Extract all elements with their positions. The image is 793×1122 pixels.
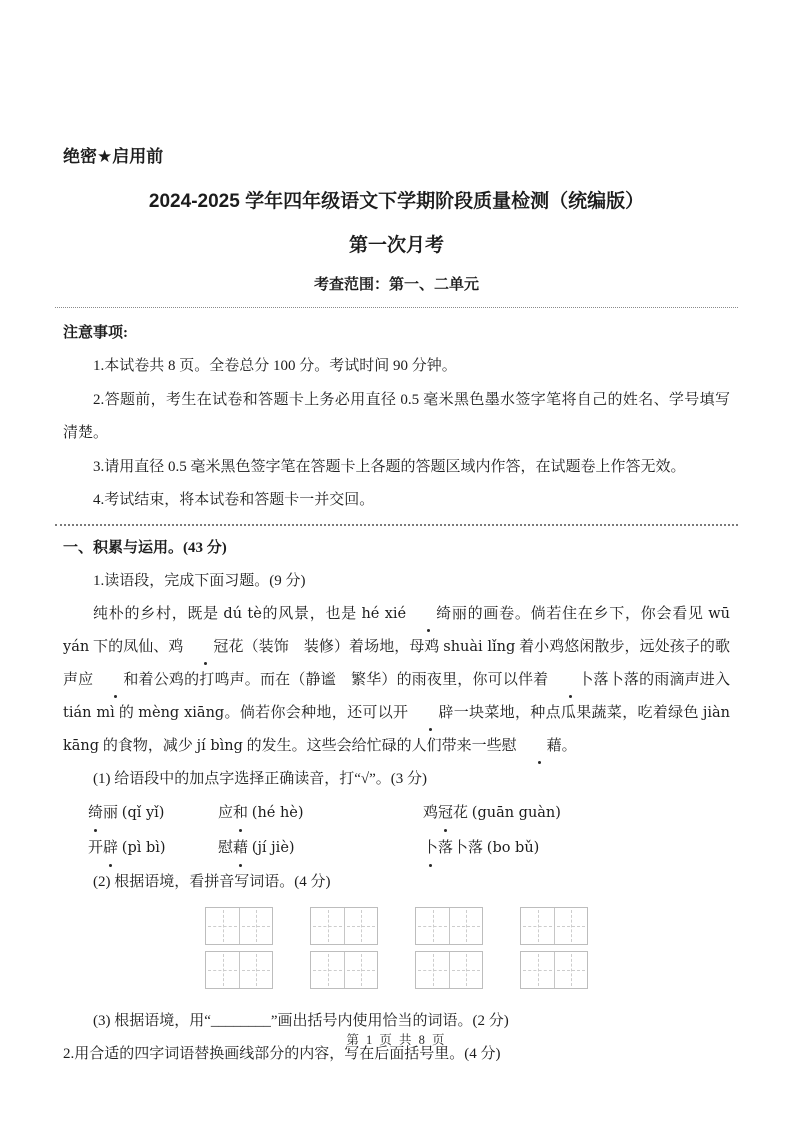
writing-grid-cell <box>344 952 377 988</box>
reading-passage: 纯朴的乡村，既是 dú tè的风景，也是 hé xié 绮丽的画卷。倘若住在乡下，你会看见 wū yán 下的凤仙、鸡 冠花（装饰 装修）着场地，母鸡 shuài lǐng 着小鸡悠闲散步，远处孩子的歌声应 和着公鸡的打鸣声。而在（静谧 繁华）的雨夜里，你可以伴着 卜落卜落的雨滴声进入 tián mì 的 mèng xiāng。倘若你会种地，还可以开 辟一块菜地，种点瓜果蔬菜，吃着绿色 jiàn kāng 的食物，减少 jí bìng 的发生。这些会给忙碌的人们带来一些慰 藉。 <box>63 598 730 763</box>
pronunciation-row-2 <box>88 831 730 866</box>
writing-grid-box <box>415 907 483 945</box>
writing-grid-cell <box>449 908 482 944</box>
writing-grid-cell <box>344 908 377 944</box>
pronunciation-option-boluo: 卜落卜落 (bo bǔ) <box>423 831 730 866</box>
writing-grid-cell <box>206 908 239 944</box>
writing-grid-cell <box>416 908 449 944</box>
dotted-separator-bottom <box>55 524 738 526</box>
notice-heading: 注意事项: <box>63 325 128 341</box>
writing-grid-cell <box>311 952 344 988</box>
pronunciation-option-yinghe: 应和 (hé hè) <box>218 796 423 831</box>
pronunciation-option-kaipi: 开辟 (pì bì) <box>88 831 218 866</box>
writing-grid-box <box>205 907 273 945</box>
question-1-3-stem: (3) 根据语境，用“________”画出括号内使用恰当的词语。(2 分) <box>93 1012 509 1029</box>
writing-grid-box <box>520 951 588 989</box>
pronunciation-option-qili: 绮丽 (qǐ yǐ) <box>88 796 218 831</box>
exam-subtitle: 第一次月考 <box>348 235 444 256</box>
writing-grid-row <box>63 907 730 945</box>
section-1-heading: 一、积累与运用。(43 分) <box>63 539 227 556</box>
writing-grid-cell <box>239 952 272 988</box>
pinyin-writing-grid <box>63 907 730 989</box>
writing-grid-box <box>310 951 378 989</box>
pronunciation-option-jiguanhua: 鸡冠花 (guān guàn) <box>423 796 730 831</box>
classification-label: 绝密★启用前 <box>63 147 164 166</box>
notice-item-2: 2.答题前，考生在试卷和答题卡上务必用直径 0.5 毫米黑色墨水签字笔将自己的姓名、学号填写清楚。 <box>63 391 730 441</box>
writing-grid-row <box>63 951 730 989</box>
writing-grid-cell <box>239 908 272 944</box>
writing-grid-cell <box>521 952 554 988</box>
page-footer: 第 1 页 共 8 页 <box>346 1033 447 1047</box>
notice-item-1: 1.本试卷共 8 页。全卷总分 100 分。考试时间 90 分钟。 <box>93 358 457 374</box>
pronunciation-options <box>63 796 730 866</box>
writing-grid-cell <box>206 952 239 988</box>
dotted-separator-top <box>55 307 738 308</box>
writing-grid-box <box>205 951 273 989</box>
writing-grid-box <box>415 951 483 989</box>
pronunciation-row-1 <box>88 796 730 831</box>
writing-grid-cell <box>554 952 587 988</box>
writing-grid-cell <box>449 952 482 988</box>
question-2-stem: 2.用合适的四字词语替换画线部分的内容，写在后面括号里。(4 分) <box>63 1045 501 1062</box>
writing-grid-box <box>520 907 588 945</box>
notice-item-4: 4.考试结束，将本试卷和答题卡一并交回。 <box>93 492 375 508</box>
question-1-stem: 1.读语段，完成下面习题。(9 分) <box>93 572 306 589</box>
notice-item-3: 3.请用直径 0.5 毫米黑色签字笔在答题卡上各题的答题区域内作答，在试题卷上作答无效。 <box>93 458 686 475</box>
writing-grid-box <box>310 907 378 945</box>
question-1-2-stem: (2) 根据语境，看拼音写词语。(4 分) <box>93 873 331 890</box>
writing-grid-cell <box>554 908 587 944</box>
exam-scope: 考查范围：第一、二单元 <box>313 277 479 293</box>
question-1-1-stem: (1) 给语段中的加点字选择正确读音，打“√”。(3 分) <box>93 770 428 787</box>
exam-title: 2024-2025 学年四年级语文下学期阶段质量检测（统编版） <box>148 191 645 212</box>
pronunciation-option-weijie: 慰藉 (jí jiè) <box>218 831 423 866</box>
writing-grid-cell <box>521 908 554 944</box>
writing-grid-cell <box>311 908 344 944</box>
writing-grid-cell <box>416 952 449 988</box>
